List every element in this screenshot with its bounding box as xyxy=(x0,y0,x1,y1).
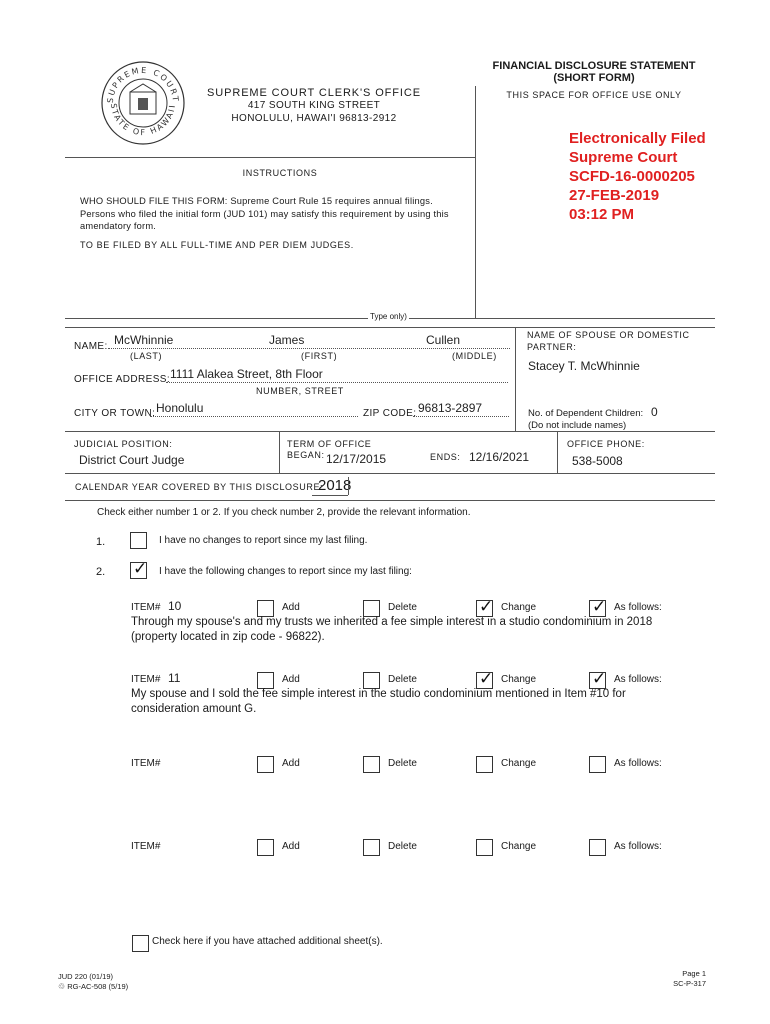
item-change-label: Change xyxy=(501,758,537,769)
option-2-text: I have the following changes to report since my last filing: xyxy=(159,566,412,577)
efiled-stamp: Electronically Filed Supreme Court SCFD-16-0000205 27-FEB-2019 03:12 PM xyxy=(569,130,706,223)
item-add-label: Add xyxy=(282,758,300,769)
form-code: JUD 220 (01/19) xyxy=(58,972,114,981)
judicial-position-field[interactable]: District Court Judge xyxy=(79,453,185,467)
item-description[interactable]: My spouse and I sold the fee simple interest in the studio condominium mentioned in Item #10 for consideration amount G. xyxy=(131,688,626,715)
office-use-divider xyxy=(475,86,476,318)
phone-field[interactable]: 538-5008 xyxy=(572,454,623,468)
item-as-follows-label: As follows: xyxy=(614,758,662,769)
dependents-field[interactable]: 0 xyxy=(651,405,658,419)
item-change-checkbox[interactable]: ✓ xyxy=(476,672,493,689)
instructions-heading: INSTRUCTIONS xyxy=(242,168,318,178)
office-address-2: HONOLULU, HAWAI'I 96813-2912 xyxy=(231,113,397,124)
option-1-text: I have no changes to report since my last filing. xyxy=(159,535,368,546)
ends-label: ENDS: xyxy=(430,452,461,462)
options-instruction: Check either number 1 or 2. If you check number 2, provide the relevant information. xyxy=(97,507,471,518)
office-address-1: 417 SOUTH KING STREET xyxy=(247,100,381,111)
item-as-follows-label: As follows: xyxy=(614,602,662,613)
item-change-checkbox[interactable] xyxy=(476,756,493,773)
began-label: BEGAN: xyxy=(287,450,325,460)
phone-label: OFFICE PHONE: xyxy=(567,439,645,449)
item-change-label: Change xyxy=(501,841,537,852)
sc-code: SC-P-317 xyxy=(673,979,706,988)
item-add-label: Add xyxy=(282,602,300,613)
type-only-note: Type only) xyxy=(370,312,407,321)
item-as-follows-checkbox[interactable]: ✓ xyxy=(589,672,606,689)
city-field[interactable]: Honolulu xyxy=(156,401,204,415)
ends-field[interactable]: 12/16/2021 xyxy=(469,450,530,464)
spouse-name-field[interactable]: Stacey T. McWhinnie xyxy=(528,359,640,373)
item-delete-label: Delete xyxy=(388,602,417,613)
city-label: CITY OR TOWN: xyxy=(74,408,156,419)
item-delete-label: Delete xyxy=(388,841,417,852)
dependents-label: No. of Dependent Children: xyxy=(528,408,644,419)
item-label: ITEM# xyxy=(131,674,161,685)
middle-name-field[interactable]: Cullen xyxy=(426,333,461,347)
middle-label: (MIDDLE) xyxy=(452,351,497,361)
item-as-follows-checkbox[interactable] xyxy=(589,756,606,773)
dependents-note: (Do not include names) xyxy=(528,420,627,431)
option-1-checkbox[interactable] xyxy=(130,532,147,549)
first-label: (FIRST) xyxy=(301,351,338,361)
last-label: (LAST) xyxy=(130,351,163,361)
item-number-field[interactable]: 10 xyxy=(168,599,182,613)
item-label: ITEM# xyxy=(131,758,161,769)
name-label: NAME: xyxy=(74,341,108,352)
option-2-checkbox[interactable]: ✓ xyxy=(130,562,147,579)
item-change-label: Change xyxy=(501,602,537,613)
item-as-follows-checkbox[interactable] xyxy=(589,839,606,856)
last-name-field[interactable]: McWhinnie xyxy=(114,333,174,347)
item-as-follows-label: As follows: xyxy=(614,841,662,852)
instructions-text: WHO SHOULD FILE THIS FORM: Supreme Court Rule 15 requires annual filings. Persons who filed the initial form (JUD 101) may satisfy this requirement by using this amendatory form. xyxy=(80,196,449,231)
judicial-position-label: JUDICIAL POSITION: xyxy=(74,439,173,449)
number-street-label: NUMBER, STREET xyxy=(256,386,344,396)
spouse-label: NAME OF SPOUSE OR DOMESTIC PARTNER: xyxy=(527,330,690,352)
svg-text:STATE OF HAWAII: STATE OF HAWAII xyxy=(108,102,178,138)
item-description[interactable]: Through my spouse's and my trusts we inherited a fee simple interest in a studio condominium in 2018 (property located in zip code - 96822). xyxy=(131,616,653,643)
item-as-follows-label: As follows: xyxy=(614,674,662,685)
rg-code: RG-AC-508 (5/19) xyxy=(67,982,129,991)
item-as-follows-checkbox[interactable]: ✓ xyxy=(589,600,606,617)
item-label: ITEM# xyxy=(131,841,161,852)
attached-sheets-checkbox[interactable] xyxy=(132,935,149,952)
item-delete-checkbox[interactable] xyxy=(363,839,380,856)
office-name: SUPREME COURT CLERK'S OFFICE xyxy=(207,87,421,99)
page-number: Page 1 xyxy=(682,969,706,978)
office-address-label: OFFICE ADDRESS: xyxy=(74,374,171,385)
item-number-field[interactable]: 11 xyxy=(168,671,181,685)
filer-note: TO BE FILED BY ALL FULL-TIME AND PER DIEM JUDGES. xyxy=(80,240,354,250)
svg-text:SUPREME COURT: SUPREME COURT xyxy=(105,65,181,104)
rg-code-row xyxy=(58,982,128,991)
form-title: FINANCIAL DISCLOSURE STATEMENT (SHORT FORM) xyxy=(492,60,696,84)
office-use-label: THIS SPACE FOR OFFICE USE ONLY xyxy=(506,90,682,100)
attached-sheets-text: Check here if you have attached additional sheet(s). xyxy=(152,936,383,947)
item-add-checkbox[interactable] xyxy=(257,839,274,856)
item-add-label: Add xyxy=(282,841,300,852)
item-delete-checkbox[interactable] xyxy=(363,756,380,773)
item-delete-label: Delete xyxy=(388,674,417,685)
item-add-label: Add xyxy=(282,674,300,685)
supreme-court-seal xyxy=(100,60,186,146)
item-change-checkbox[interactable]: ✓ xyxy=(476,600,493,617)
began-field[interactable]: 12/17/2015 xyxy=(326,452,387,466)
term-label: TERM OF OFFICE xyxy=(287,439,372,449)
item-label: ITEM# xyxy=(131,602,161,613)
zip-field[interactable]: 96813-2897 xyxy=(418,401,483,415)
zip-label: ZIP CODE: xyxy=(363,408,417,419)
item-delete-label: Delete xyxy=(388,758,417,769)
office-address-field[interactable]: 1111 Alakea Street, 8th Floor xyxy=(170,367,323,381)
option-1-number: 1. xyxy=(96,536,106,548)
first-name-field[interactable]: James xyxy=(269,333,305,347)
option-2-number: 2. xyxy=(96,566,106,578)
calendar-year-field[interactable]: 2018 xyxy=(318,477,352,494)
item-change-label: Change xyxy=(501,674,537,685)
item-change-checkbox[interactable] xyxy=(476,839,493,856)
calendar-label: CALENDAR YEAR COVERED BY THIS DISCLOSURE: xyxy=(75,482,324,492)
item-add-checkbox[interactable] xyxy=(257,756,274,773)
recycle-icon: ♲ xyxy=(58,982,66,991)
